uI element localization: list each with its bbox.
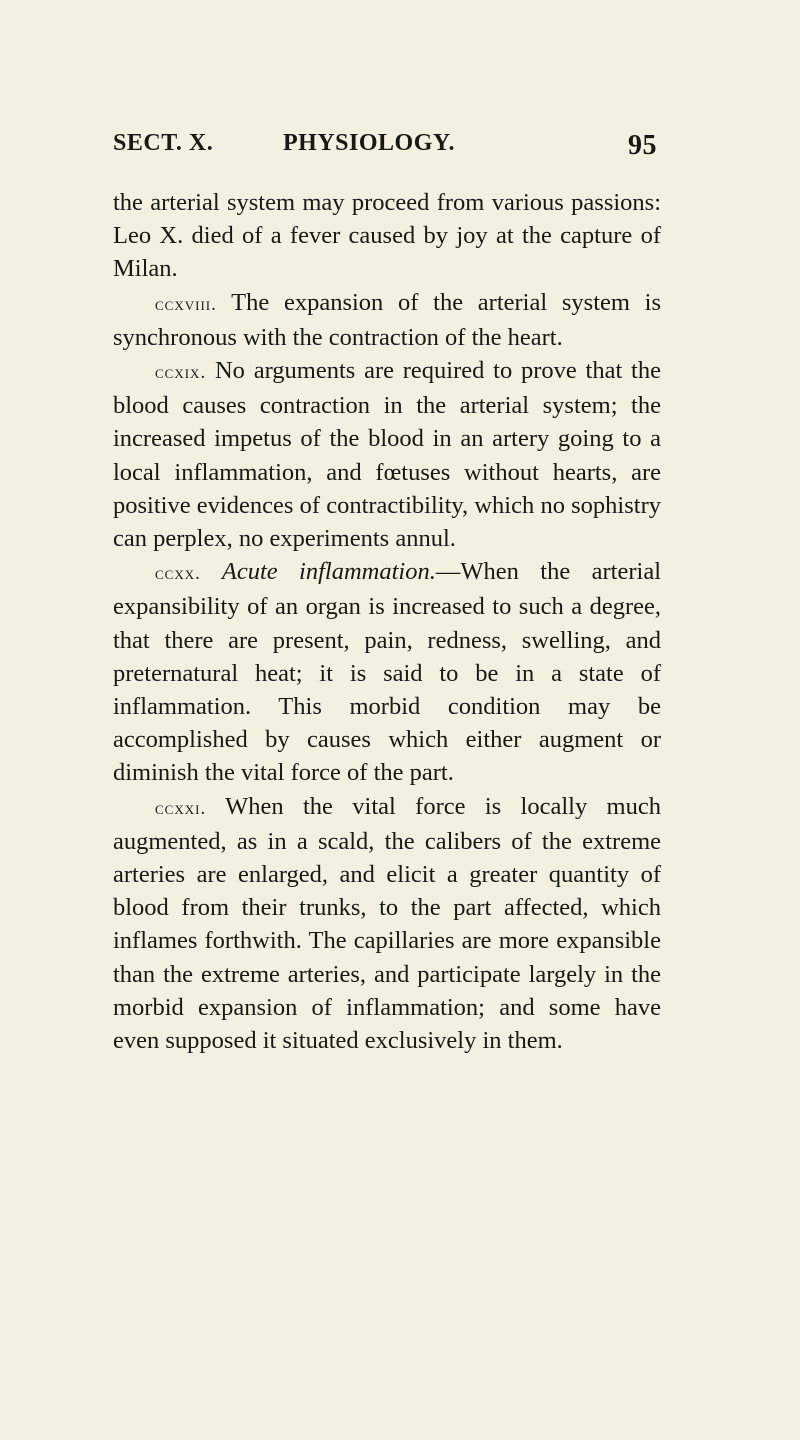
paragraph-title: Acute inflammation. [200,558,436,586]
paragraph-ccxix [113,354,661,555]
running-header [113,130,657,170]
paragraph-text: the arterial system may proceed from various passions: Leo X. died of a fever caused by joy at the capture of Milan. [113,189,661,283]
paragraph-ccxx [113,555,661,789]
page-number: 95 [628,130,657,161]
section-number: ccxxi. [155,797,207,819]
paragraph-text: No arguments are required to prove that the blood causes contraction in the arterial system; the increased impetus of the blood in an artery going to a local inflammation, and fœtuses without hearts, are positive evidences of contractibility, which no sophistry can perplex, no experiments annul. [113,357,661,553]
paragraph-continuation [113,186,661,286]
section-number: ccxx. [155,563,201,585]
body-text [113,186,661,1057]
paragraph-text: The expansion of the arterial system is synchronous with the contraction of the heart. [113,288,661,351]
paragraph-ccxxi [113,790,661,1058]
section-number: ccxix. [155,362,207,384]
paragraph-ccxviii [113,286,661,354]
header-title: PHYSIOLOGY. [283,130,455,156]
header-section: SECT. X. [113,130,214,156]
section-number: ccxviii. [155,293,217,315]
paragraph-text: When the vital force is locally much augmented, as in a scald, the calibers of the extreme arteries are enlarged, and elicit a greater quantity of blood from their trunks, to the part affected, which inflames forthwith. The capillaries are more expansible than the extreme arteries, and participate largely in the morbid expansion of inflammation; and some have even supposed it situated exclusively in them. [113,792,661,1055]
paragraph-text: —When the arterial expansibility of an organ is increased to such a degree, that there are present, pain, redness, swelling, and preternatural heat; it is said to be in a state of inflammation. This morbid condition may be accomplished by causes which either augment or diminish the vital force of the part. [113,558,662,787]
